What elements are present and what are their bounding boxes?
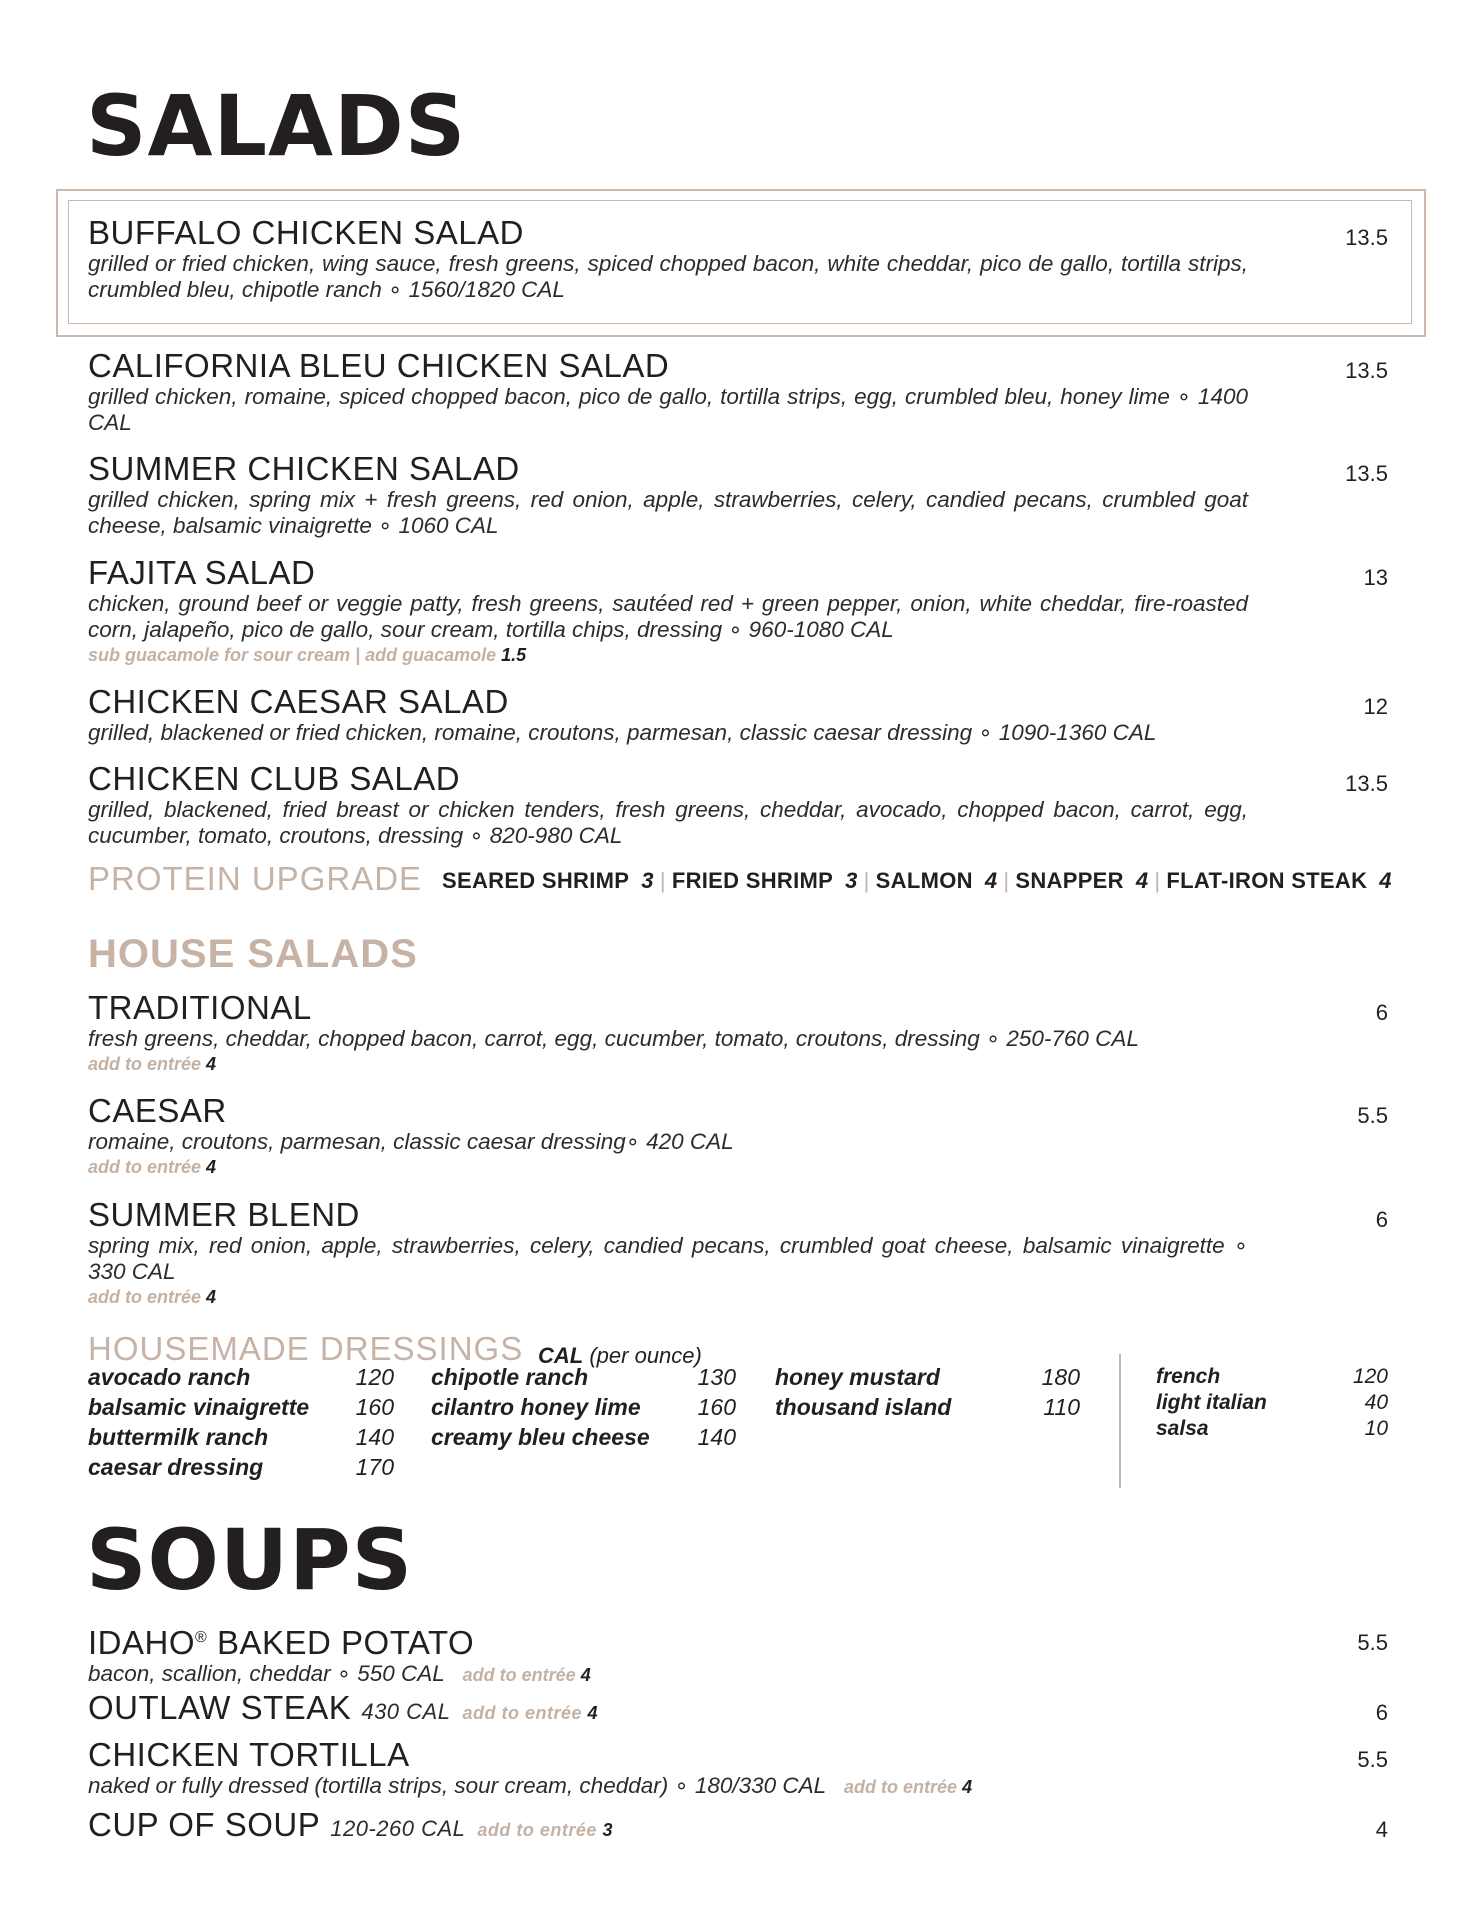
item-addon	[844, 1777, 972, 1797]
menu-item-chicken-caesar-salad	[88, 684, 1388, 746]
dressing-name: buttermilk ranch	[88, 1424, 269, 1450]
dressings-column-4	[1156, 1364, 1388, 1442]
item-name-line	[88, 1807, 1388, 1848]
item-price: 5.5	[1357, 1103, 1388, 1128]
item-name-part: BAKED POTATO	[207, 1624, 475, 1661]
addon-text: add to entrée	[88, 1287, 202, 1307]
dressing-name: creamy bleu cheese	[431, 1424, 650, 1450]
item-name: FAJITA SALAD	[88, 554, 316, 591]
addon-text: add to entrée	[844, 1777, 958, 1797]
addon-text: add to entrée	[462, 1665, 576, 1685]
addon-price: 4	[587, 1703, 599, 1723]
item-description: grilled, blackened, fried breast or chicken tenders, fresh greens, cheddar, avocado, chopped bacon, carrot, egg, cucumber, tomato, croutons, dressing ∘ 820-980 CAL	[88, 797, 1248, 848]
item-addon	[88, 643, 1388, 667]
item-name: CHICKEN CAESAR SALAD	[88, 683, 509, 720]
item-price: 5.5	[1357, 1747, 1388, 1772]
salads-title: SALADS	[86, 77, 467, 175]
dressing-cal: 110	[1043, 1394, 1080, 1420]
dressing-cal: 120	[355, 1364, 394, 1390]
separator: |	[863, 868, 870, 893]
protein-option-price: 4	[1135, 868, 1149, 893]
dressing-row	[1156, 1416, 1388, 1442]
dressings-column-3	[775, 1362, 1080, 1422]
item-name: CALIFORNIA BLEU CHICKEN SALAD	[88, 347, 670, 384]
separator: |	[659, 868, 666, 893]
dressing-name: avocado ranch	[88, 1364, 251, 1390]
protein-upgrade-options	[442, 868, 1392, 894]
item-description: chicken, ground beef or veggie patty, fresh greens, sautéed red + green pepper, onion, white cheddar, fire-roasted corn, jalapeño, pico de gallo, sour cream, tortilla chips, dressing ∘ 960-1080 CAL	[88, 591, 1248, 642]
protein-option-name: SNAPPER	[1015, 868, 1124, 893]
item-price: 13	[1363, 565, 1388, 590]
item-description: romaine, croutons, parmesan, classic caesar dressing∘ 420 CAL	[88, 1129, 734, 1154]
dressing-row	[431, 1362, 736, 1392]
dressing-name: french	[1156, 1365, 1221, 1388]
addon-text: add to entrée	[462, 1703, 582, 1723]
separator: |	[1003, 868, 1010, 893]
dressing-cal: 170	[355, 1454, 394, 1480]
item-price: 6	[1375, 1000, 1388, 1025]
addon-text: add to entrée	[88, 1054, 202, 1074]
addon-price: 4	[580, 1665, 591, 1685]
item-addon	[477, 1820, 613, 1840]
dressing-row	[88, 1392, 394, 1422]
item-calories: 430 CAL	[361, 1699, 451, 1724]
item-name: OUTLAW STEAK	[88, 1689, 352, 1726]
item-name: CHICKEN CLUB SALAD	[88, 760, 461, 797]
menu-item-fajita-salad	[88, 555, 1388, 667]
dressing-cal: 130	[697, 1364, 736, 1390]
item-price: 13.5	[1345, 358, 1388, 383]
item-price: 13.5	[1345, 225, 1388, 250]
cal-label: CAL	[538, 1343, 584, 1368]
item-description: grilled, blackened or fried chicken, romaine, croutons, parmesan, classic caesar dressing ∘ 1090-1360 CAL	[88, 720, 1157, 745]
protein-option-price: 4	[1379, 868, 1392, 893]
dressings-title: HOUSEMADE DRESSINGS	[88, 1330, 524, 1367]
dressing-cal: 10	[1364, 1417, 1388, 1440]
item-name	[88, 1620, 1388, 1661]
dressings-column-1	[88, 1362, 394, 1482]
addon-text: add to entrée	[88, 1157, 202, 1177]
item-price: 12	[1363, 694, 1388, 719]
item-description	[88, 1773, 1388, 1800]
addon-price: 1.5	[501, 645, 527, 665]
protein-upgrade-label: PROTEIN UPGRADE	[88, 860, 423, 897]
protein-option-price: 4	[984, 868, 998, 893]
house-salads-title: HOUSE SALADS	[88, 932, 418, 976]
item-description: fresh greens, cheddar, chopped bacon, carrot, egg, cucumber, tomato, croutons, dressing ∘ 250-760 CAL	[88, 1026, 1139, 1051]
item-price: 13.5	[1345, 771, 1388, 796]
menu-item-traditional	[88, 990, 1388, 1076]
item-name: CAESAR	[88, 1092, 227, 1129]
dressing-row	[1156, 1364, 1388, 1390]
item-addon	[88, 1285, 1388, 1309]
dressing-name: salsa	[1156, 1417, 1209, 1440]
dressing-name: honey mustard	[775, 1364, 940, 1390]
addon-text: sub guacamole for sour cream | add guacamole	[88, 645, 497, 665]
item-name: SUMMER CHICKEN SALAD	[88, 450, 520, 487]
registered-mark: ®	[195, 1629, 208, 1646]
addon-text: add to entrée	[477, 1820, 597, 1840]
protein-option-price: 3	[641, 868, 654, 893]
dressing-name: cilantro honey lime	[431, 1394, 641, 1420]
dressing-cal: 120	[1352, 1365, 1388, 1388]
menu-item-summer-chicken-salad	[88, 451, 1388, 539]
menu-item-california-bleu-chicken-salad	[88, 348, 1388, 436]
item-name: CHICKEN TORTILLA	[88, 1736, 410, 1773]
dressings-column-2	[431, 1362, 736, 1452]
menu-item-idaho-baked-potato	[88, 1620, 1388, 1688]
dressing-name: chipotle ranch	[431, 1364, 589, 1390]
protein-option-name: SEARED SHRIMP	[442, 868, 630, 893]
item-description: spring mix, red onion, apple, strawberries, celery, candied pecans, crumbled goat cheese, balsamic vinaigrette ∘ 330 CAL	[88, 1233, 1248, 1284]
item-name-line	[88, 1690, 1388, 1731]
item-name: SUMMER BLEND	[88, 1196, 360, 1233]
addon-price: 3	[602, 1820, 613, 1840]
menu-item-caesar	[88, 1093, 1388, 1179]
dressing-row	[775, 1362, 1080, 1392]
addon-price: 4	[206, 1054, 217, 1074]
item-addon	[88, 1052, 1388, 1076]
protein-option-price: 3	[845, 868, 858, 893]
description-text: bacon, scallion, cheddar ∘ 550 CAL	[88, 1661, 445, 1686]
dressing-cal: 160	[697, 1394, 736, 1420]
menu-item-chicken-tortilla	[88, 1737, 1388, 1800]
dressing-row	[88, 1452, 394, 1482]
item-price: 13.5	[1345, 461, 1388, 486]
dressing-cal: 140	[355, 1424, 394, 1450]
item-description	[88, 1661, 1388, 1688]
item-price: 6	[1375, 1207, 1388, 1232]
separator: |	[1154, 868, 1161, 893]
protein-option-name: FLAT-IRON STEAK	[1166, 868, 1368, 893]
description-text: naked or fully dressed (tortilla strips, sour cream, cheddar) ∘ 180/330 CAL	[88, 1773, 826, 1798]
dressing-cal: 160	[355, 1394, 394, 1420]
protein-upgrade-row	[88, 860, 1392, 900]
dressing-row	[431, 1392, 736, 1422]
addon-price: 4	[206, 1157, 217, 1177]
item-price: 5.5	[1357, 1630, 1388, 1655]
item-description: grilled chicken, romaine, spiced chopped bacon, pico de gallo, tortilla strips, egg, crumbled bleu, honey lime ∘ 1400 CAL	[88, 384, 1248, 435]
item-name: TRADITIONAL	[88, 989, 312, 1026]
dressing-name: balsamic vinaigrette	[88, 1394, 310, 1420]
menu-item-buffalo-chicken-salad	[88, 215, 1388, 303]
menu-item-cup-of-soup	[88, 1807, 1388, 1848]
item-name: CUP OF SOUP	[88, 1806, 321, 1843]
protein-option-name: FRIED SHRIMP	[671, 868, 834, 893]
item-price: 4	[1375, 1817, 1388, 1842]
item-name: BUFFALO CHICKEN SALAD	[88, 214, 524, 251]
item-description: grilled or fried chicken, wing sauce, fresh greens, spiced chopped bacon, white cheddar, pico de gallo, tortilla strips, crumbled bleu, chipotle ranch ∘ 1560/1820 CAL	[88, 251, 1248, 302]
item-name-part: IDAHO	[88, 1624, 196, 1661]
cal-unit-note: (per ounce)	[589, 1343, 702, 1368]
item-description: grilled chicken, spring mix + fresh greens, red onion, apple, strawberries, celery, candied pecans, crumbled goat cheese, balsamic vinaigrette ∘ 1060 CAL	[88, 487, 1248, 538]
addon-price: 4	[206, 1287, 217, 1307]
dressings-divider	[1119, 1354, 1121, 1488]
addon-price: 4	[962, 1777, 973, 1797]
dressing-name: caesar dressing	[88, 1454, 264, 1480]
dressing-cal: 180	[1041, 1364, 1080, 1390]
item-calories: 120-260 CAL	[330, 1816, 466, 1841]
dressing-name: light italian	[1156, 1391, 1267, 1414]
dressing-cal: 140	[697, 1424, 736, 1450]
dressing-row	[1156, 1390, 1388, 1416]
menu-item-summer-blend	[88, 1197, 1388, 1309]
soups-title: SOUPS	[86, 1511, 414, 1609]
item-addon	[463, 1665, 591, 1685]
item-price: 6	[1375, 1700, 1388, 1725]
menu-item-chicken-club-salad	[88, 761, 1388, 849]
dressing-row	[775, 1392, 1080, 1422]
dressing-row	[88, 1362, 394, 1392]
dressing-name: thousand island	[775, 1394, 952, 1420]
item-addon	[462, 1703, 598, 1723]
menu-item-outlaw-steak	[88, 1690, 1388, 1731]
item-addon	[88, 1155, 1388, 1179]
dressing-row	[88, 1422, 394, 1452]
dressing-cal: 40	[1364, 1391, 1388, 1414]
dressing-row	[431, 1422, 736, 1452]
protein-option-name: SALMON	[875, 868, 973, 893]
